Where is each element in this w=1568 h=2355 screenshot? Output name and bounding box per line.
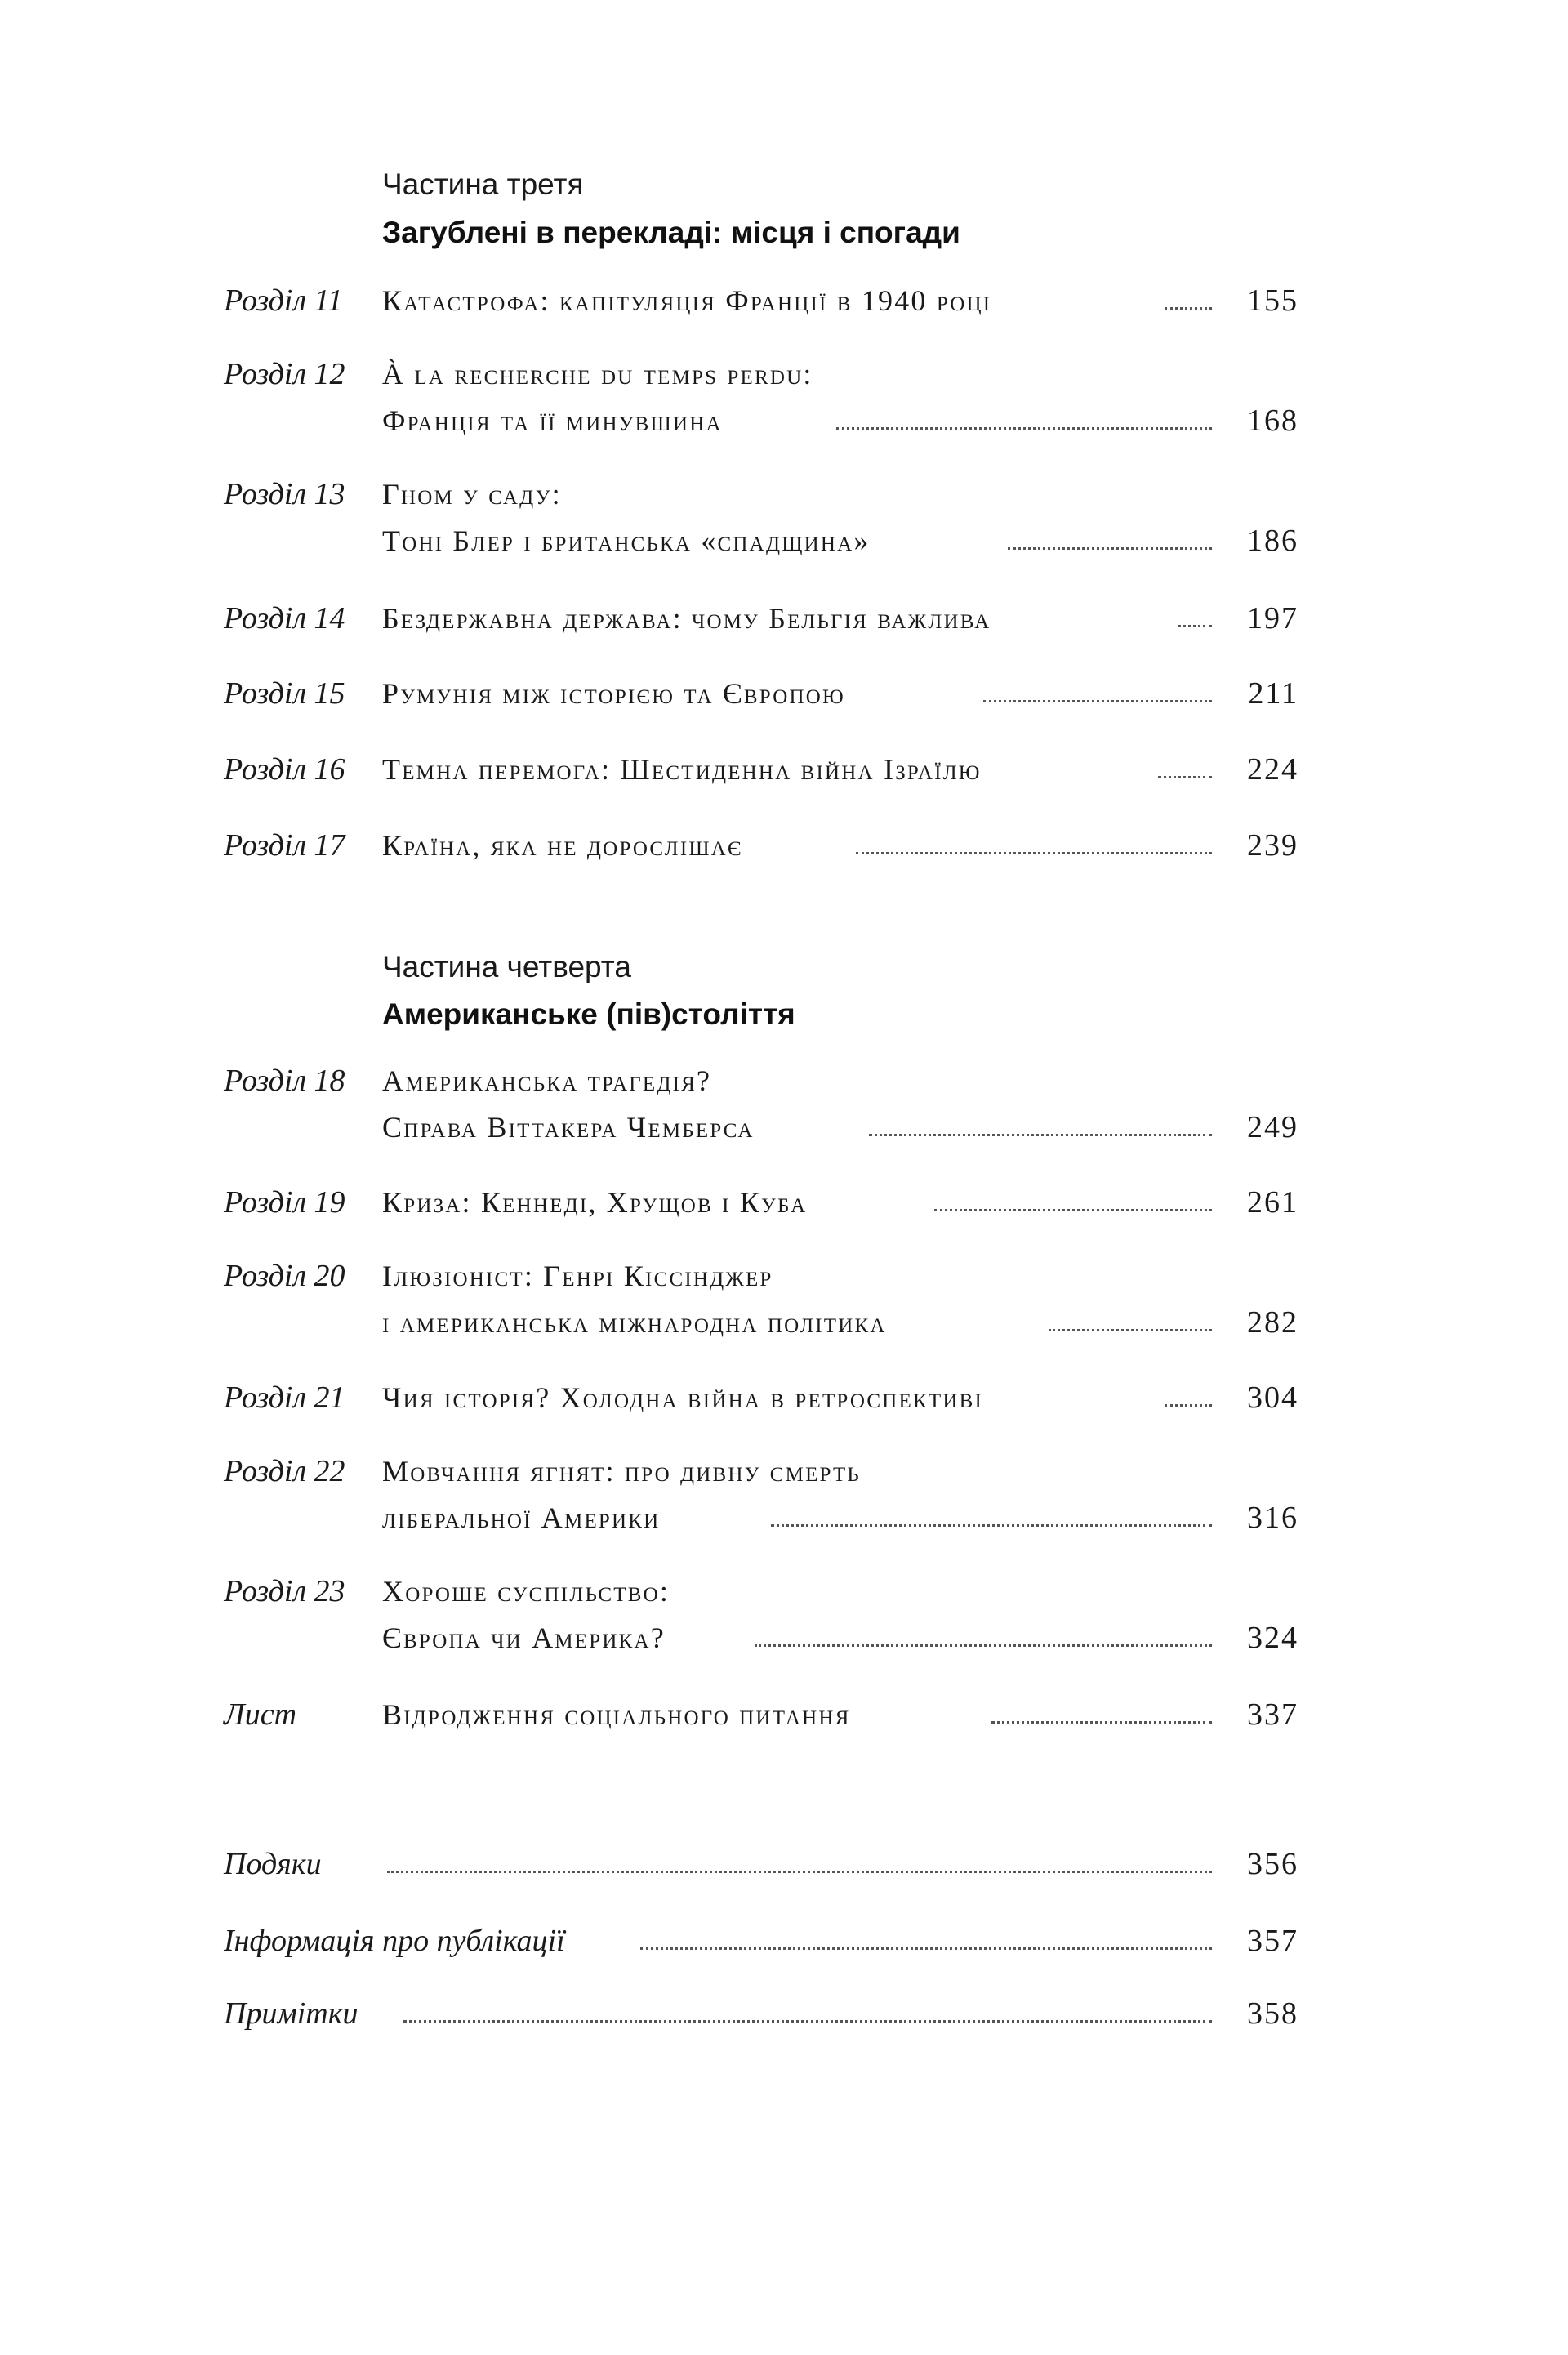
chapter-label: Розділ 19 <box>224 1185 345 1220</box>
toc-entry-continuation[interactable] <box>0 520 1568 561</box>
dot-leader <box>1165 1404 1212 1407</box>
toc-entry[interactable] <box>0 749 1568 790</box>
toc-entry-continuation[interactable] <box>0 1497 1568 1538</box>
chapter-title: Країна, яка не дорослішає <box>382 829 743 862</box>
toc-entry[interactable] <box>0 1377 1568 1418</box>
toc-entry-continuation[interactable] <box>0 1302 1568 1343</box>
chapter-label: Розділ 13 <box>224 477 345 511</box>
back-matter-label: Інформація про публікації <box>224 1924 565 1958</box>
chapter-label: Розділ 21 <box>224 1380 345 1415</box>
dot-leader <box>1008 547 1212 550</box>
page-number: 224 <box>1247 752 1298 787</box>
dot-leader <box>991 1721 1212 1724</box>
toc-entry-continuation[interactable] <box>0 400 1568 441</box>
chapter-title: Гном у саду: <box>382 478 562 511</box>
toc-entry[interactable] <box>0 825 1568 866</box>
page-number: 316 <box>1247 1501 1298 1535</box>
dot-leader <box>1049 1329 1212 1331</box>
toc-entry[interactable] <box>0 474 1568 515</box>
chapter-label: Розділ 14 <box>224 601 345 636</box>
page-number: 239 <box>1247 828 1298 863</box>
chapter-title-line-2: Справа Віттакера Чемберса <box>382 1111 755 1144</box>
toc-entry[interactable] <box>0 1060 1568 1101</box>
chapter-label: Розділ 23 <box>224 1574 345 1608</box>
chapter-label: Розділ 22 <box>224 1454 345 1488</box>
back-matter-label: Подяки <box>224 1847 322 1881</box>
toc-entry[interactable] <box>0 354 1568 395</box>
toc-entry[interactable] <box>0 1694 1568 1735</box>
page-number: 155 <box>1247 283 1298 318</box>
back-matter-entry[interactable] <box>0 1844 1568 1884</box>
chapter-title: Румунія між історією та Європою <box>382 677 845 710</box>
back-matter-entry[interactable] <box>0 1993 1568 2034</box>
toc-entry[interactable] <box>0 598 1568 639</box>
chapter-title: Ілюзіоніст: Генрі Кіссінджер <box>382 1260 773 1292</box>
page-number: 249 <box>1247 1110 1298 1144</box>
toc-entry-continuation[interactable] <box>0 1107 1568 1148</box>
chapter-title: Чия історія? Холодна війна в ретроспективі <box>382 1381 983 1414</box>
part-4-label: Частина четверта <box>382 950 631 983</box>
page-number: 324 <box>1247 1621 1298 1655</box>
chapter-label: Лист <box>224 1697 297 1732</box>
dot-leader <box>1158 776 1212 778</box>
toc-entry[interactable] <box>0 280 1568 321</box>
dot-leader <box>983 700 1212 702</box>
dot-leader <box>771 1524 1212 1527</box>
chapter-title-line-2: ліберальної Америки <box>382 1501 661 1534</box>
toc-entry[interactable] <box>0 1256 1568 1296</box>
chapter-title: Криза: Кеннеді, Хрущов і Куба <box>382 1186 808 1219</box>
page-number: 282 <box>1247 1305 1298 1340</box>
chapter-title: Катастрофа: капітуляція Франції в 1940 році <box>382 284 992 317</box>
toc-entry[interactable] <box>0 1451 1568 1492</box>
page-number: 304 <box>1247 1380 1298 1415</box>
dot-leader <box>869 1134 1212 1136</box>
dot-leader <box>856 852 1212 854</box>
back-matter-label: Примітки <box>224 1996 359 2031</box>
dot-leader <box>387 1871 1212 1873</box>
page-number: 358 <box>1247 1996 1298 2031</box>
part-3-title: Загублені в перекладі: місця і спогади <box>382 216 960 249</box>
page-number: 211 <box>1248 676 1298 711</box>
dot-leader <box>640 1947 1212 1950</box>
chapter-label: Розділ 20 <box>224 1259 345 1293</box>
chapter-title: Хороше суспільство: <box>382 1575 670 1608</box>
toc-entry-continuation[interactable] <box>0 1617 1568 1658</box>
chapter-title-line-2: Франція та її минувшина <box>382 404 723 437</box>
chapter-label: Розділ 16 <box>224 752 345 787</box>
chapter-label: Розділ 17 <box>224 828 345 863</box>
dot-leader <box>1178 625 1212 627</box>
chapter-title-line-2: Тоні Блер і британська «спадщина» <box>382 524 871 557</box>
part-3-label: Частина третя <box>382 167 584 201</box>
page-number: 357 <box>1247 1924 1298 1958</box>
dot-leader <box>1165 307 1212 310</box>
page-number: 337 <box>1247 1697 1298 1732</box>
chapter-title-line-2: і американська міжнародна політика <box>382 1306 887 1339</box>
chapter-label: Розділ 18 <box>224 1064 345 1098</box>
toc-entry[interactable] <box>0 1571 1568 1612</box>
back-matter-entry[interactable] <box>0 1920 1568 1961</box>
dot-leader <box>403 2020 1212 2023</box>
chapter-title: Відродження соціального питання <box>382 1698 851 1731</box>
chapter-title: Американська трагедія? <box>382 1064 712 1097</box>
page-number: 197 <box>1247 601 1298 636</box>
chapter-label: Розділ 11 <box>224 283 343 318</box>
chapter-label: Розділ 15 <box>224 676 345 711</box>
chapter-title: À la recherche du temps perdu: <box>382 358 813 390</box>
chapter-title: Бездержавна держава: чому Бельгія важлива <box>382 602 991 635</box>
part-4-title: Американське (пів)століття <box>382 997 795 1031</box>
chapter-title-line-2: Європа чи Америка? <box>382 1621 666 1654</box>
toc-entry[interactable] <box>0 1182 1568 1223</box>
page-number: 261 <box>1247 1185 1298 1220</box>
dot-leader <box>755 1644 1212 1647</box>
chapter-title: Мовчання ягнят: про дивну смерть <box>382 1455 861 1487</box>
page-number: 168 <box>1247 404 1298 438</box>
dot-leader <box>836 427 1212 430</box>
dot-leader <box>934 1209 1212 1211</box>
chapter-label: Розділ 12 <box>224 357 345 391</box>
toc-entry[interactable] <box>0 673 1568 714</box>
page-number: 356 <box>1247 1847 1298 1881</box>
chapter-title: Темна перемога: Шестиденна війна Ізраїлю <box>382 753 982 786</box>
page-number: 186 <box>1247 524 1298 558</box>
